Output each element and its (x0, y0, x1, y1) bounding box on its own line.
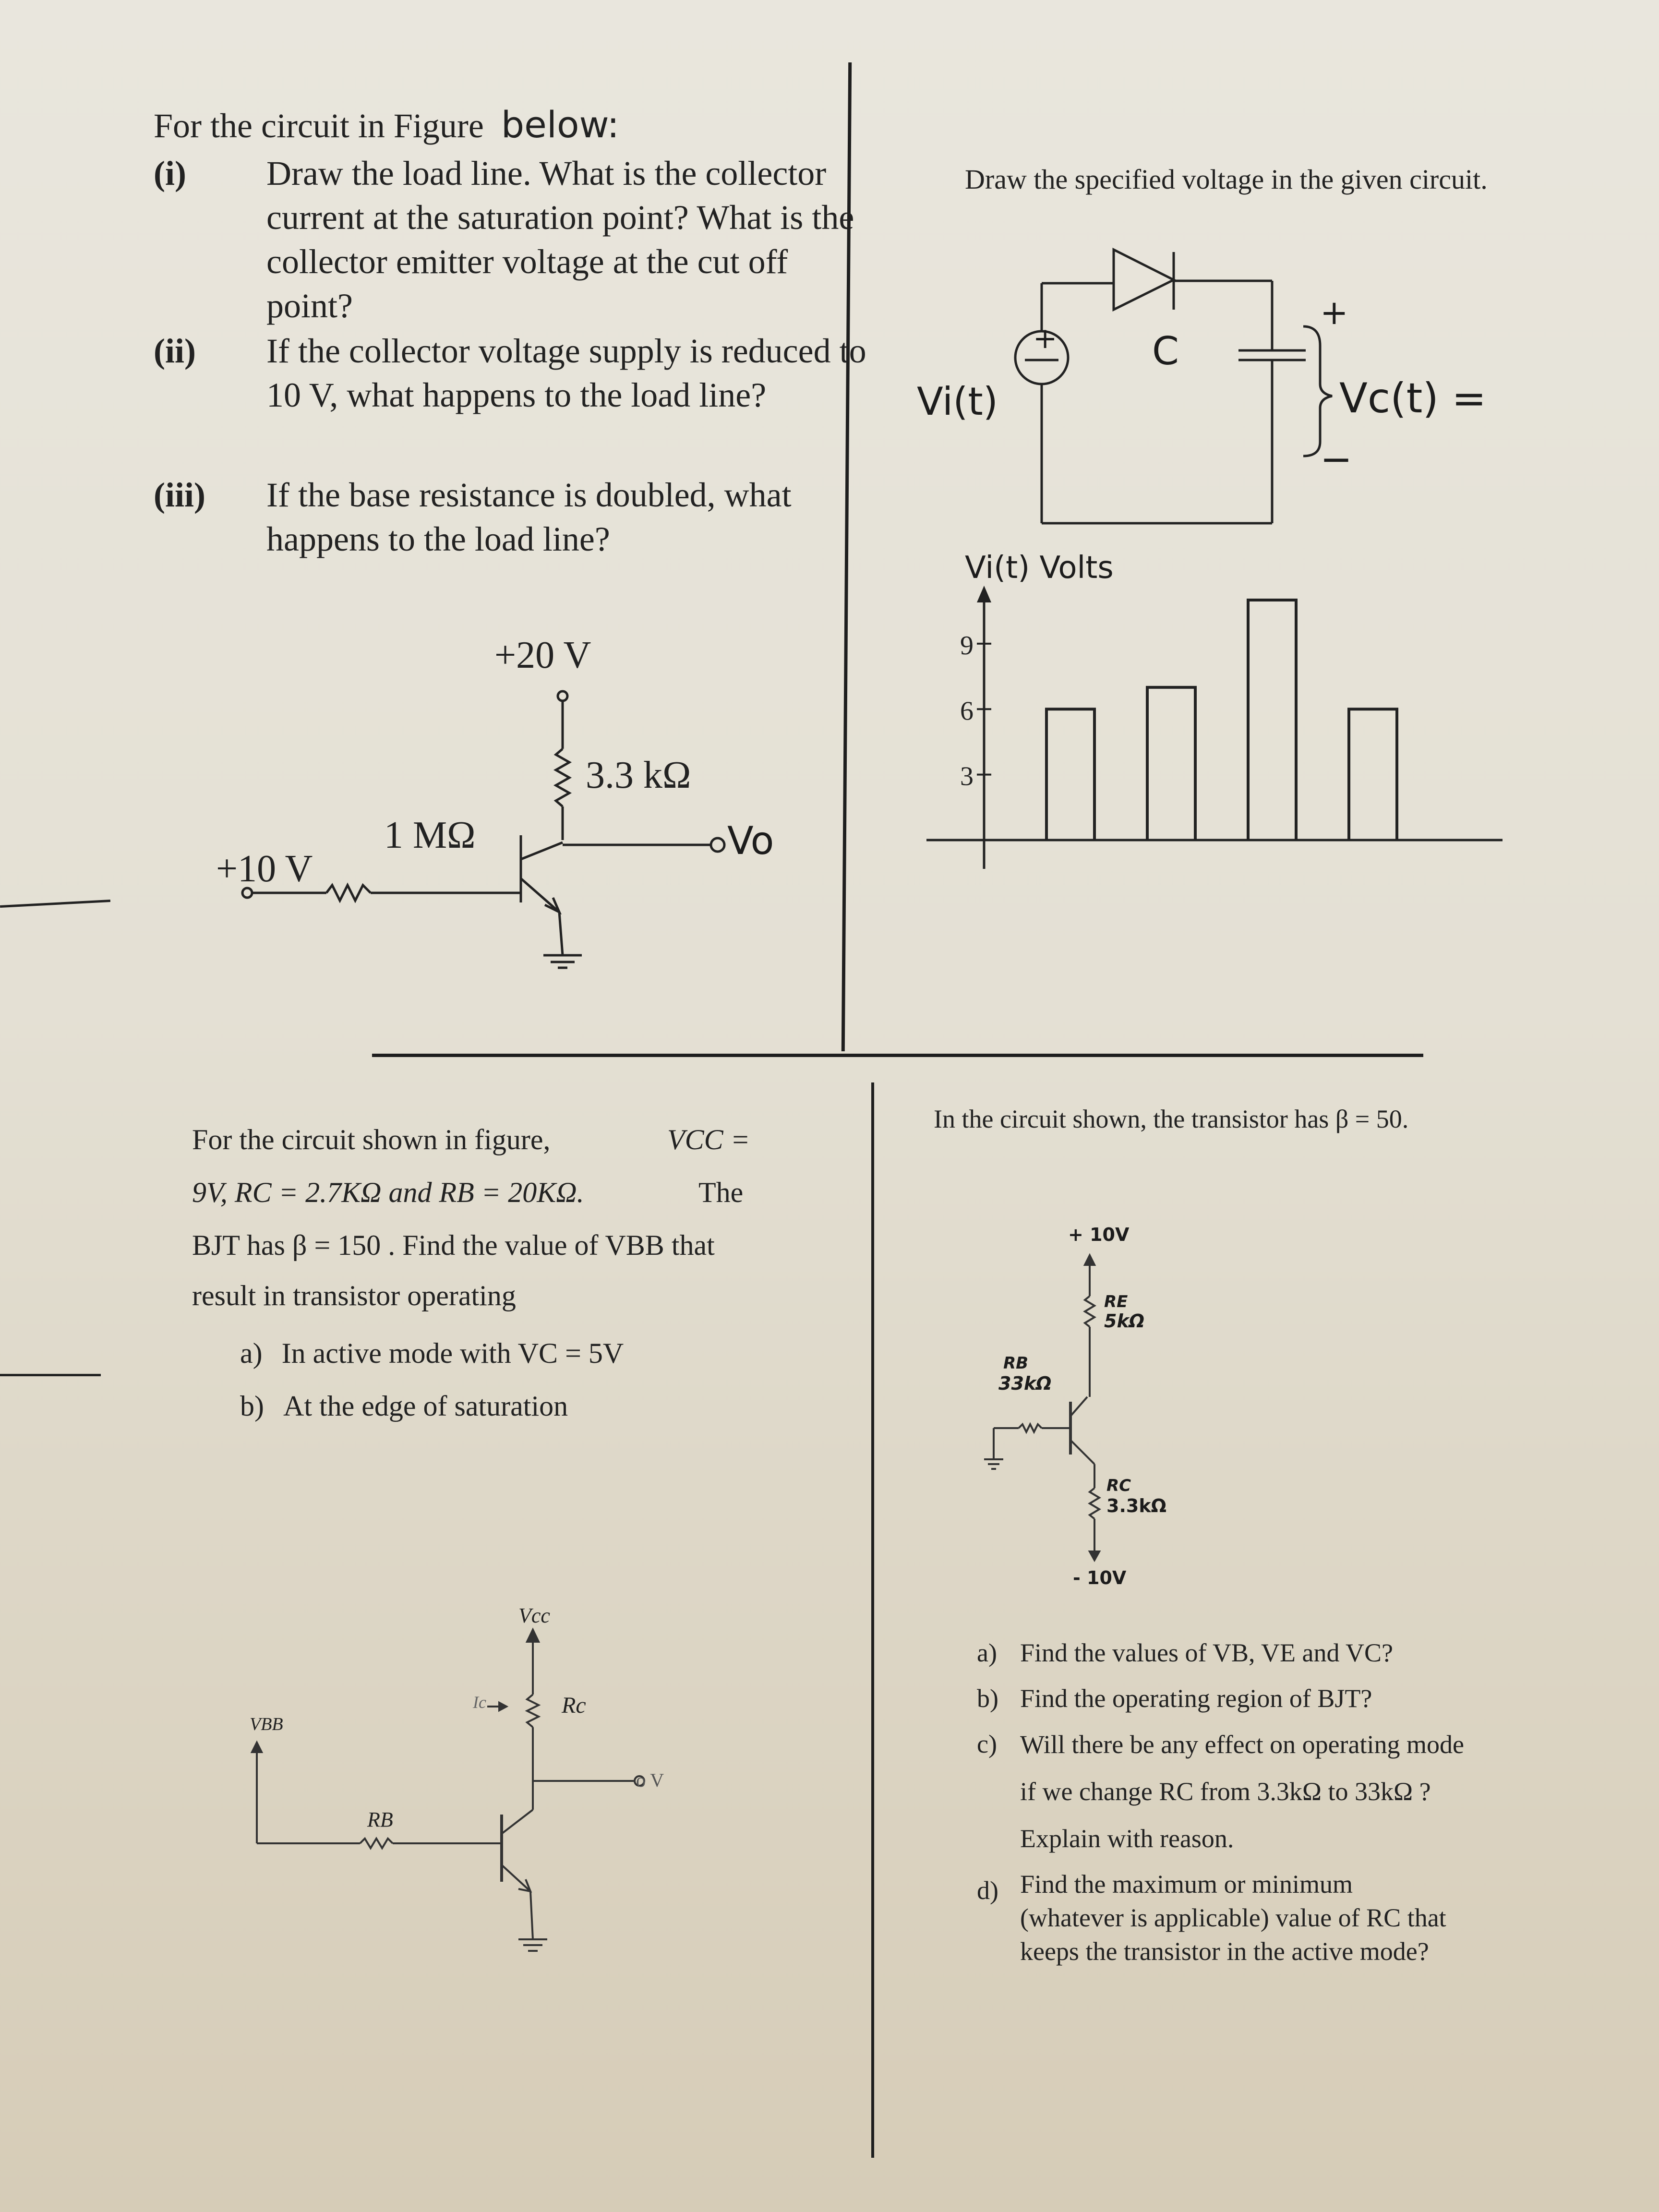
q3-rb-label: RB (367, 1808, 393, 1831)
q4-item-a: a) Find the values of VB, VE and VC? (977, 1638, 1393, 1667)
q2-out-plus: + (1320, 293, 1348, 332)
q3-out-label: o V (636, 1769, 664, 1791)
margin-mark-1 (0, 900, 110, 908)
q3-line2: 9V, RC = 2.7KΩ and RB = 20KΩ. The (192, 1177, 744, 1208)
q2-prompt: Draw the specified voltage in the given circuit. (965, 164, 1488, 195)
q2-cap-label: C (1152, 329, 1179, 373)
q1-rb-label: 1 MΩ (384, 814, 476, 856)
q1-intro-handwritten: below: (501, 103, 620, 146)
rc-resistor (556, 749, 569, 806)
q4-item-b: b) Find the operating region of BJT? (977, 1684, 1372, 1713)
q4-prompt: In the circuit shown, the transistor has β = 50. (934, 1105, 1409, 1133)
question-1 (154, 103, 866, 583)
q4-vpos-label: + 10V (1068, 1224, 1130, 1245)
chart-plot (912, 586, 1512, 874)
q3-item-b: b) At the edge of saturation (240, 1390, 568, 1422)
q4-item-d: d) Find the maximum or minimum (whatever is applicable) value of RC that keeps the transistor in the active mode? (977, 1870, 1446, 1966)
q3-vcc-label: Vcc (518, 1604, 550, 1627)
vertical-divider-bottom (871, 1082, 874, 2158)
q3-vbb-label: VBB (250, 1714, 283, 1734)
q4-rc-value: 3.3kΩ (1106, 1495, 1166, 1516)
q3-item-a: a) In active mode with VC = 5V (240, 1337, 624, 1369)
y-tick-label-3: 3 (960, 761, 974, 792)
q4-circuit (960, 1210, 1392, 1594)
diode-triangle (1114, 250, 1174, 310)
pulse-bar-3 (1248, 600, 1296, 840)
q4-item-c: c) Will there be any effect on operating mode if we change RC from 3.3kΩ to 33kΩ ? Explain with reason. (977, 1730, 1464, 1853)
q4-rb-label: RB (1003, 1354, 1029, 1373)
horizontal-divider (372, 1054, 1423, 1057)
q4-rc-label: RC (1106, 1476, 1131, 1495)
q2-circuit (902, 230, 1527, 566)
q1-vbb-label: +10 V (216, 848, 313, 890)
margin-mark-2 (0, 1374, 101, 1376)
q2-chart (912, 538, 1512, 874)
pulse-bar-4 (1349, 709, 1397, 840)
vcc-terminal (558, 691, 567, 701)
q1-circuit (202, 624, 826, 1008)
q4-circuit-drawing (960, 1210, 1392, 1594)
q3-ic-label: Ic (473, 1693, 486, 1712)
q4-rb-value: 33kΩ (998, 1373, 1052, 1394)
q1-vo-label: Vo (727, 818, 774, 863)
q3-line3: BJT has β = 150 . Find the value of VBB that (192, 1229, 715, 1261)
q2-out-minus: − (1320, 437, 1353, 481)
chart-ylabel: Vi(t) Volts (965, 550, 1114, 586)
pulse-bar-1 (1046, 709, 1094, 840)
pulse-bar-2 (1147, 687, 1195, 840)
vo-terminal (711, 838, 724, 852)
q4-re-value: 5kΩ (1104, 1310, 1145, 1332)
q2-source-plus: + (1033, 322, 1058, 355)
q3-rc-label: Rc (562, 1693, 586, 1718)
q1-vcc-label: +20 V (494, 634, 591, 676)
q3-line1: For the circuit shown in figure, VCC = (192, 1124, 750, 1155)
q3-circuit (230, 1603, 758, 2011)
y-tick-label-9: 9 (960, 630, 974, 661)
q2-out-label: Vc(t) = (1339, 374, 1487, 422)
q2-source-label: Vi(t) (917, 379, 998, 424)
q1-item-iii: (iii) If the base resistance is doubled, what happens to the load line? (154, 476, 792, 558)
question-3 (192, 1114, 816, 1450)
q3-circuit-drawing (230, 1603, 758, 2011)
y-tick-label-6: 6 (960, 696, 974, 726)
q4-vneg-label: - 10V (1073, 1567, 1127, 1588)
q1-circuit-drawing (202, 624, 826, 1008)
q1-item-i: (i) Draw the load line. What is the collector current at the saturation point? What is the collector emitter voltage at the cut off point? (154, 154, 854, 325)
q1-item-ii: (ii) If the collector voltage supply is reduced to 10 V, what happens to the load line? (154, 332, 866, 414)
q1-intro: For the circuit in Figure (154, 107, 484, 145)
q3-line4: result in transistor operating (192, 1280, 516, 1311)
q1-rc-label: 3.3 kΩ (586, 754, 691, 796)
rb-resistor (326, 885, 371, 901)
q4-questions (977, 1630, 1495, 2014)
q4-re-label: RE (1104, 1292, 1128, 1311)
y-axis-arrow (977, 586, 991, 602)
